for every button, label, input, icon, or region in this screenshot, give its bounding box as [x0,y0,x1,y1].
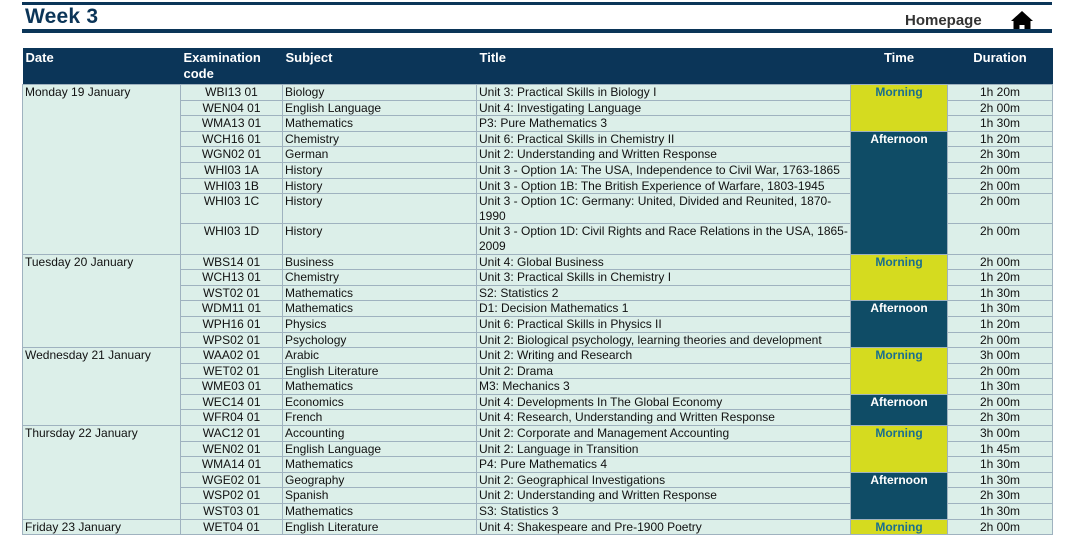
exam-duration: 2h 00m [948,162,1053,178]
exam-duration: 2h 00m [948,332,1053,348]
exam-code: WMA14 01 [181,457,283,473]
exam-duration: 2h 30m [948,488,1053,504]
exam-code: WPH16 01 [181,316,283,332]
exam-subject: Chemistry [283,270,477,286]
exam-duration: 3h 00m [948,348,1053,364]
exam-title: Unit 2: Writing and Research [477,348,851,364]
exam-duration: 1h 30m [948,285,1053,301]
exam-title: M3: Mechanics 3 [477,379,851,395]
exam-subject: Accounting [283,426,477,442]
exam-code: WAC12 01 [181,426,283,442]
header-title: Title [477,48,851,85]
exam-code: WEN02 01 [181,441,283,457]
exam-title: Unit 3 - Option 1D: Civil Rights and Race Relations in the USA, 1865-2009 [477,224,851,254]
session-afternoon: Afternoon [851,472,948,519]
exam-subject: Mathematics [283,285,477,301]
exam-subject: Geography [283,472,477,488]
exam-code: WHI03 1A [181,162,283,178]
exam-title: S2: Statistics 2 [477,285,851,301]
exam-code: WET02 01 [181,363,283,379]
exam-date: Monday 19 January [23,85,181,255]
exam-timetable [22,48,1053,535]
exam-subject: German [283,147,477,163]
exam-subject: Psychology [283,332,477,348]
exam-subject: Mathematics [283,116,477,132]
exam-title: Unit 4: Shakespeare and Pre-1900 Poetry [477,519,851,535]
exam-title: Unit 4: Investigating Language [477,100,851,116]
exam-title: Unit 2: Language in Transition [477,441,851,457]
exam-date: Thursday 22 January [23,426,181,520]
table-header-row [23,48,1053,85]
session-morning: Morning [851,426,948,473]
exam-code: WMA13 01 [181,116,283,132]
exam-title: Unit 4: Research, Understanding and Written Response [477,410,851,426]
exam-title: S3: Statistics 3 [477,504,851,520]
header-subject: Subject [283,48,477,85]
exam-code: WST03 01 [181,504,283,520]
exam-code: WGN02 01 [181,147,283,163]
exam-subject: Spanish [283,488,477,504]
exam-duration: 1h 30m [948,504,1053,520]
exam-duration: 1h 30m [948,116,1053,132]
exam-subject: English Language [283,441,477,457]
header-date: Date [23,48,181,85]
exam-code: WBS14 01 [181,254,283,270]
exam-code: WHI03 1D [181,224,283,254]
exam-duration: 1h 20m [948,131,1053,147]
top-rule [22,2,1052,5]
exam-code: WAA02 01 [181,348,283,364]
exam-date: Friday 23 January [23,519,181,535]
session-afternoon: Afternoon [851,131,948,254]
exam-title: D1: Decision Mathematics 1 [477,301,851,317]
exam-title: Unit 3 - Option 1B: The British Experience of Warfare, 1803-1945 [477,178,851,194]
exam-code: WEN04 01 [181,100,283,116]
exam-subject: History [283,224,477,254]
exam-subject: Business [283,254,477,270]
session-morning: Morning [851,85,948,132]
exam-duration: 1h 45m [948,441,1053,457]
session-afternoon: Afternoon [851,301,948,348]
exam-subject: Mathematics [283,379,477,395]
exam-duration: 2h 00m [948,394,1053,410]
exam-code: WGE02 01 [181,472,283,488]
exam-subject: History [283,162,477,178]
exam-subject: Biology [283,85,477,101]
exam-title: Unit 3: Practical Skills in Biology I [477,85,851,101]
exam-subject: English Language [283,100,477,116]
table-row [23,426,1053,442]
exam-title: Unit 2: Biological psychology, learning theories and development [477,332,851,348]
exam-date: Wednesday 21 January [23,348,181,426]
exam-code: WSP02 01 [181,488,283,504]
exam-title: Unit 2: Understanding and Written Response [477,488,851,504]
exam-code: WCH13 01 [181,270,283,286]
exam-duration: 2h 00m [948,363,1053,379]
exam-title: Unit 4: Developments In The Global Economy [477,394,851,410]
exam-subject: History [283,178,477,194]
exam-title: Unit 6: Practical Skills in Chemistry II [477,131,851,147]
exam-title: Unit 6: Practical Skills in Physics II [477,316,851,332]
exam-title: Unit 2: Geographical Investigations [477,472,851,488]
exam-title: Unit 3 - Option 1A: The USA, Independence to Civil War, 1763-1865 [477,162,851,178]
exam-title: Unit 3: Practical Skills in Chemistry I [477,270,851,286]
exam-code: WHI03 1C [181,194,283,224]
exam-code: WBI13 01 [181,85,283,101]
header-time: Time [851,48,948,85]
session-morning: Morning [851,519,948,535]
exam-title: P4: Pure Mathematics 4 [477,457,851,473]
exam-code: WPS02 01 [181,332,283,348]
header-rule [22,29,1052,33]
table-row [23,519,1053,535]
exam-subject: Arabic [283,348,477,364]
header-code: Examination code [181,48,283,85]
exam-subject: Physics [283,316,477,332]
exam-title: Unit 4: Global Business [477,254,851,270]
exam-code: WDM11 01 [181,301,283,317]
exam-code: WEC14 01 [181,394,283,410]
exam-subject: Mathematics [283,504,477,520]
exam-duration: 2h 00m [948,194,1053,224]
homepage-link[interactable]: Homepage [905,12,982,29]
exam-title: P3: Pure Mathematics 3 [477,116,851,132]
table-row [23,348,1053,364]
exam-code: WET04 01 [181,519,283,535]
exam-duration: 1h 30m [948,472,1053,488]
exam-code: WFR04 01 [181,410,283,426]
exam-duration: 2h 30m [948,147,1053,163]
exam-title: Unit 2: Understanding and Written Response [477,147,851,163]
exam-title: Unit 3 - Option 1C: Germany: United, Divided and Reunited, 1870-1990 [477,194,851,224]
exam-duration: 2h 00m [948,519,1053,535]
session-morning: Morning [851,348,948,395]
exam-date: Tuesday 20 January [23,254,181,348]
exam-duration: 2h 00m [948,100,1053,116]
exam-duration: 1h 30m [948,379,1053,395]
exam-subject: Mathematics [283,457,477,473]
session-morning: Morning [851,254,948,301]
session-afternoon: Afternoon [851,394,948,425]
exam-subject: Mathematics [283,301,477,317]
exam-code: WCH16 01 [181,131,283,147]
exam-subject: French [283,410,477,426]
exam-subject: History [283,194,477,224]
exam-duration: 1h 20m [948,270,1053,286]
exam-code: WHI03 1B [181,178,283,194]
exam-subject: English Literature [283,519,477,535]
exam-duration: 1h 20m [948,85,1053,101]
exam-subject: Chemistry [283,131,477,147]
exam-duration: 1h 30m [948,457,1053,473]
exam-subject: Economics [283,394,477,410]
exam-code: WST02 01 [181,285,283,301]
timetable-body [23,85,1053,535]
exam-duration: 2h 30m [948,410,1053,426]
exam-duration: 1h 20m [948,316,1053,332]
table-row [23,85,1053,101]
header-duration: Duration [948,48,1053,85]
page-title: Week 3 [25,5,99,28]
table-row [23,254,1053,270]
exam-duration: 2h 00m [948,254,1053,270]
exam-duration: 1h 30m [948,301,1053,317]
exam-duration: 3h 00m [948,426,1053,442]
exam-duration: 2h 00m [948,224,1053,254]
exam-subject: English Literature [283,363,477,379]
exam-title: Unit 2: Corporate and Management Accounting [477,426,851,442]
exam-code: WME03 01 [181,379,283,395]
exam-duration: 2h 00m [948,178,1053,194]
exam-title: Unit 2: Drama [477,363,851,379]
